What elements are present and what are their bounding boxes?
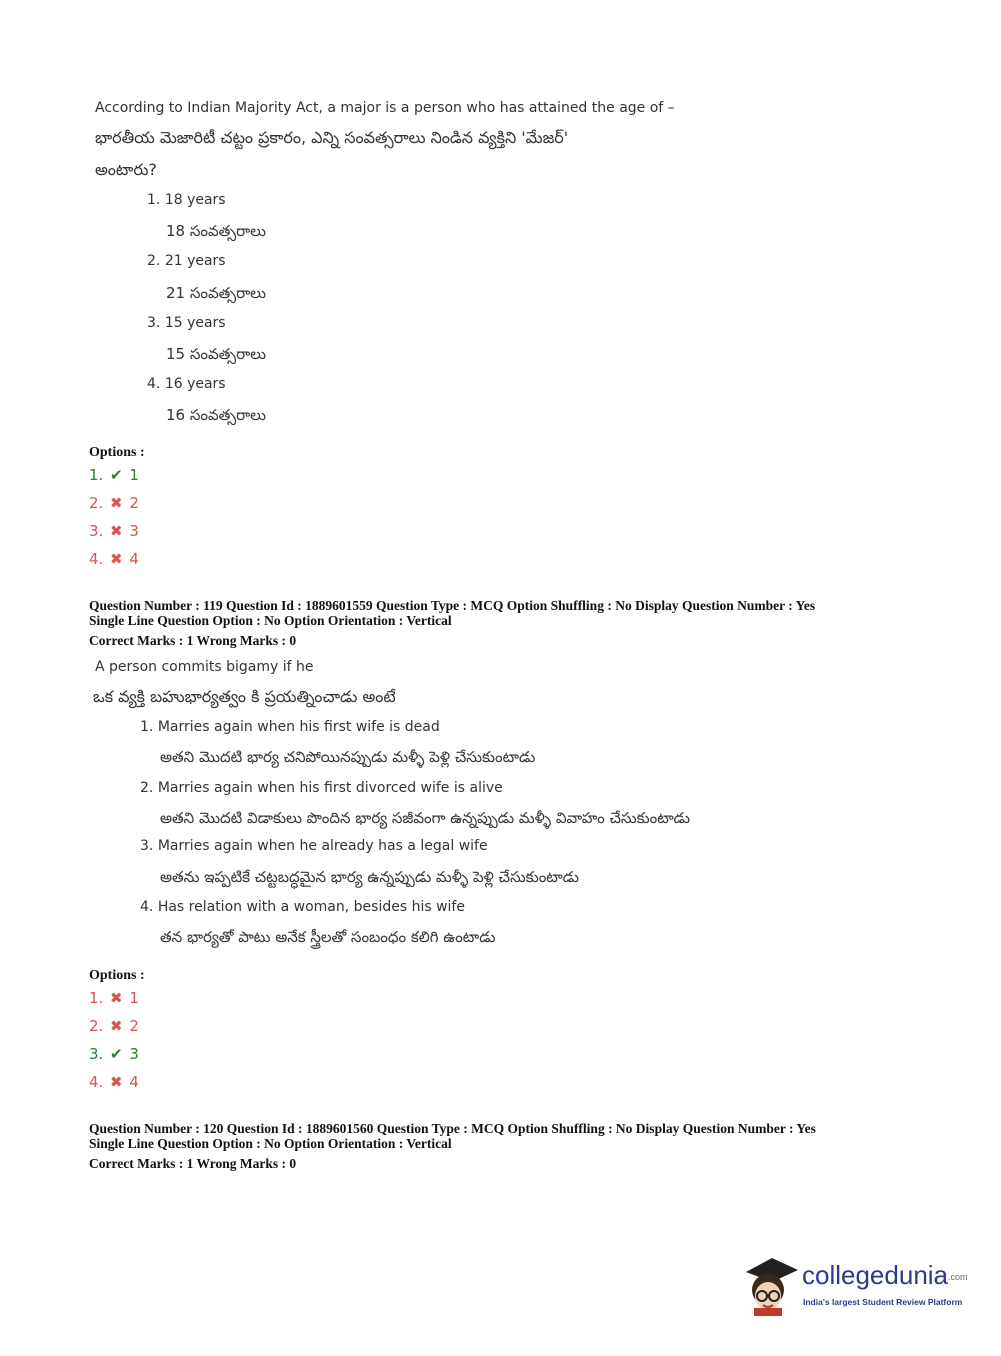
option-en-2: 2. Marries again when his first divorced wife is alive (140, 780, 503, 796)
answer-row-2: 2. ✖ 2 (89, 494, 139, 512)
answer-row-3: 3. ✔ 3 (89, 1045, 139, 1063)
option-te-2: అతని మొదటి విడాకులు పొందిన భార్య సజీవంగా ఉన్నప్పుడు మళ్ళీ వివాహం చేసుకుంటాడు (160, 809, 690, 827)
options-label: Options : (89, 445, 145, 460)
question-text-te: భారతీయ మెజారిటీ చట్టం ప్రకారం, ఎన్ని సంవత్సరాలు నిండిన వ్యక్తిని 'మేజర్' (95, 128, 569, 147)
option-te-4: 16 సంవత్సరాలు (166, 406, 266, 424)
cross-icon: ✖ (110, 989, 123, 1007)
check-icon: ✔ (110, 1045, 123, 1063)
check-icon: ✔ (110, 466, 123, 484)
cross-icon: ✖ (110, 550, 123, 568)
answer-row-3: 3. ✖ 3 (89, 522, 139, 540)
logo-tagline: India's largest Student Review Platform (803, 1297, 963, 1307)
answer-row-2: 2. ✖ 2 (89, 1017, 139, 1035)
option-en-3: 3. 15 years (147, 315, 226, 331)
mascot-icon (742, 1250, 800, 1316)
question-meta-line2: Single Line Question Option : No Option Orientation : Vertical (89, 613, 452, 628)
cross-icon: ✖ (110, 1073, 123, 1091)
option-en-4: 4. 16 years (147, 376, 226, 392)
option-te-2: 21 సంవత్సరాలు (166, 284, 266, 302)
question-meta-line1: Question Number : 119 Question Id : 1889601559 Question Type : MCQ Option Shuffling : No Display Question Number : Yes (89, 598, 816, 613)
question-text-te-cont: అంటారు? (95, 160, 157, 179)
answer-row-1: 1. ✖ 1 (89, 989, 139, 1007)
option-te-4: తన భార్యతో పాటు అనేక స్త్రీలతో సంబంధం కలిగి ఉంటాడు (160, 928, 496, 946)
collegedunia-logo (742, 1250, 972, 1320)
option-en-4: 4. Has relation with a woman, besides his wife (140, 899, 465, 915)
options-label: Options : (89, 968, 145, 983)
option-en-1: 1. 18 years (147, 192, 226, 208)
question-text-te: ఒక వ్యక్తి బహుభార్యత్వం కి ప్రయత్నించాడు అంటే (93, 687, 396, 706)
question-marks: Correct Marks : 1 Wrong Marks : 0 (89, 633, 297, 648)
question-text-en: A person commits bigamy if he (95, 659, 314, 675)
question-marks: Correct Marks : 1 Wrong Marks : 0 (89, 1156, 297, 1171)
option-en-1: 1. Marries again when his first wife is dead (140, 719, 440, 735)
question-meta-line1: Question Number : 120 Question Id : 1889601560 Question Type : MCQ Option Shuffling : No Display Question Number : Yes (89, 1121, 816, 1136)
question-text-en: According to Indian Majority Act, a major is a person who has attained the age of – (95, 100, 675, 116)
option-te-1: 18 సంవత్సరాలు (166, 222, 266, 240)
option-en-2: 2. 21 years (147, 253, 226, 269)
option-te-1: అతని మొదటి భార్య చనిపోయినప్పుడు మళ్ళీ పెళ్లి చేసుకుంటాడు (160, 748, 536, 766)
option-te-3: 15 సంవత్సరాలు (166, 345, 266, 363)
cross-icon: ✖ (110, 494, 123, 512)
answer-row-4: 4. ✖ 4 (89, 550, 139, 568)
question-meta-line2: Single Line Question Option : No Option Orientation : Vertical (89, 1136, 452, 1151)
answer-row-4: 4. ✖ 4 (89, 1073, 139, 1091)
logo-wordmark: collegedunia.com (802, 1260, 968, 1290)
option-en-3: 3. Marries again when he already has a legal wife (140, 838, 488, 854)
cross-icon: ✖ (110, 522, 123, 540)
answer-row-1: 1. ✔ 1 (89, 466, 139, 484)
cross-icon: ✖ (110, 1017, 123, 1035)
option-te-3: అతను ఇప్పటికే చట్టబద్ధమైన భార్య ఉన్నప్పుడు మళ్ళీ పెళ్లి చేసుకుంటాడు (160, 868, 579, 886)
